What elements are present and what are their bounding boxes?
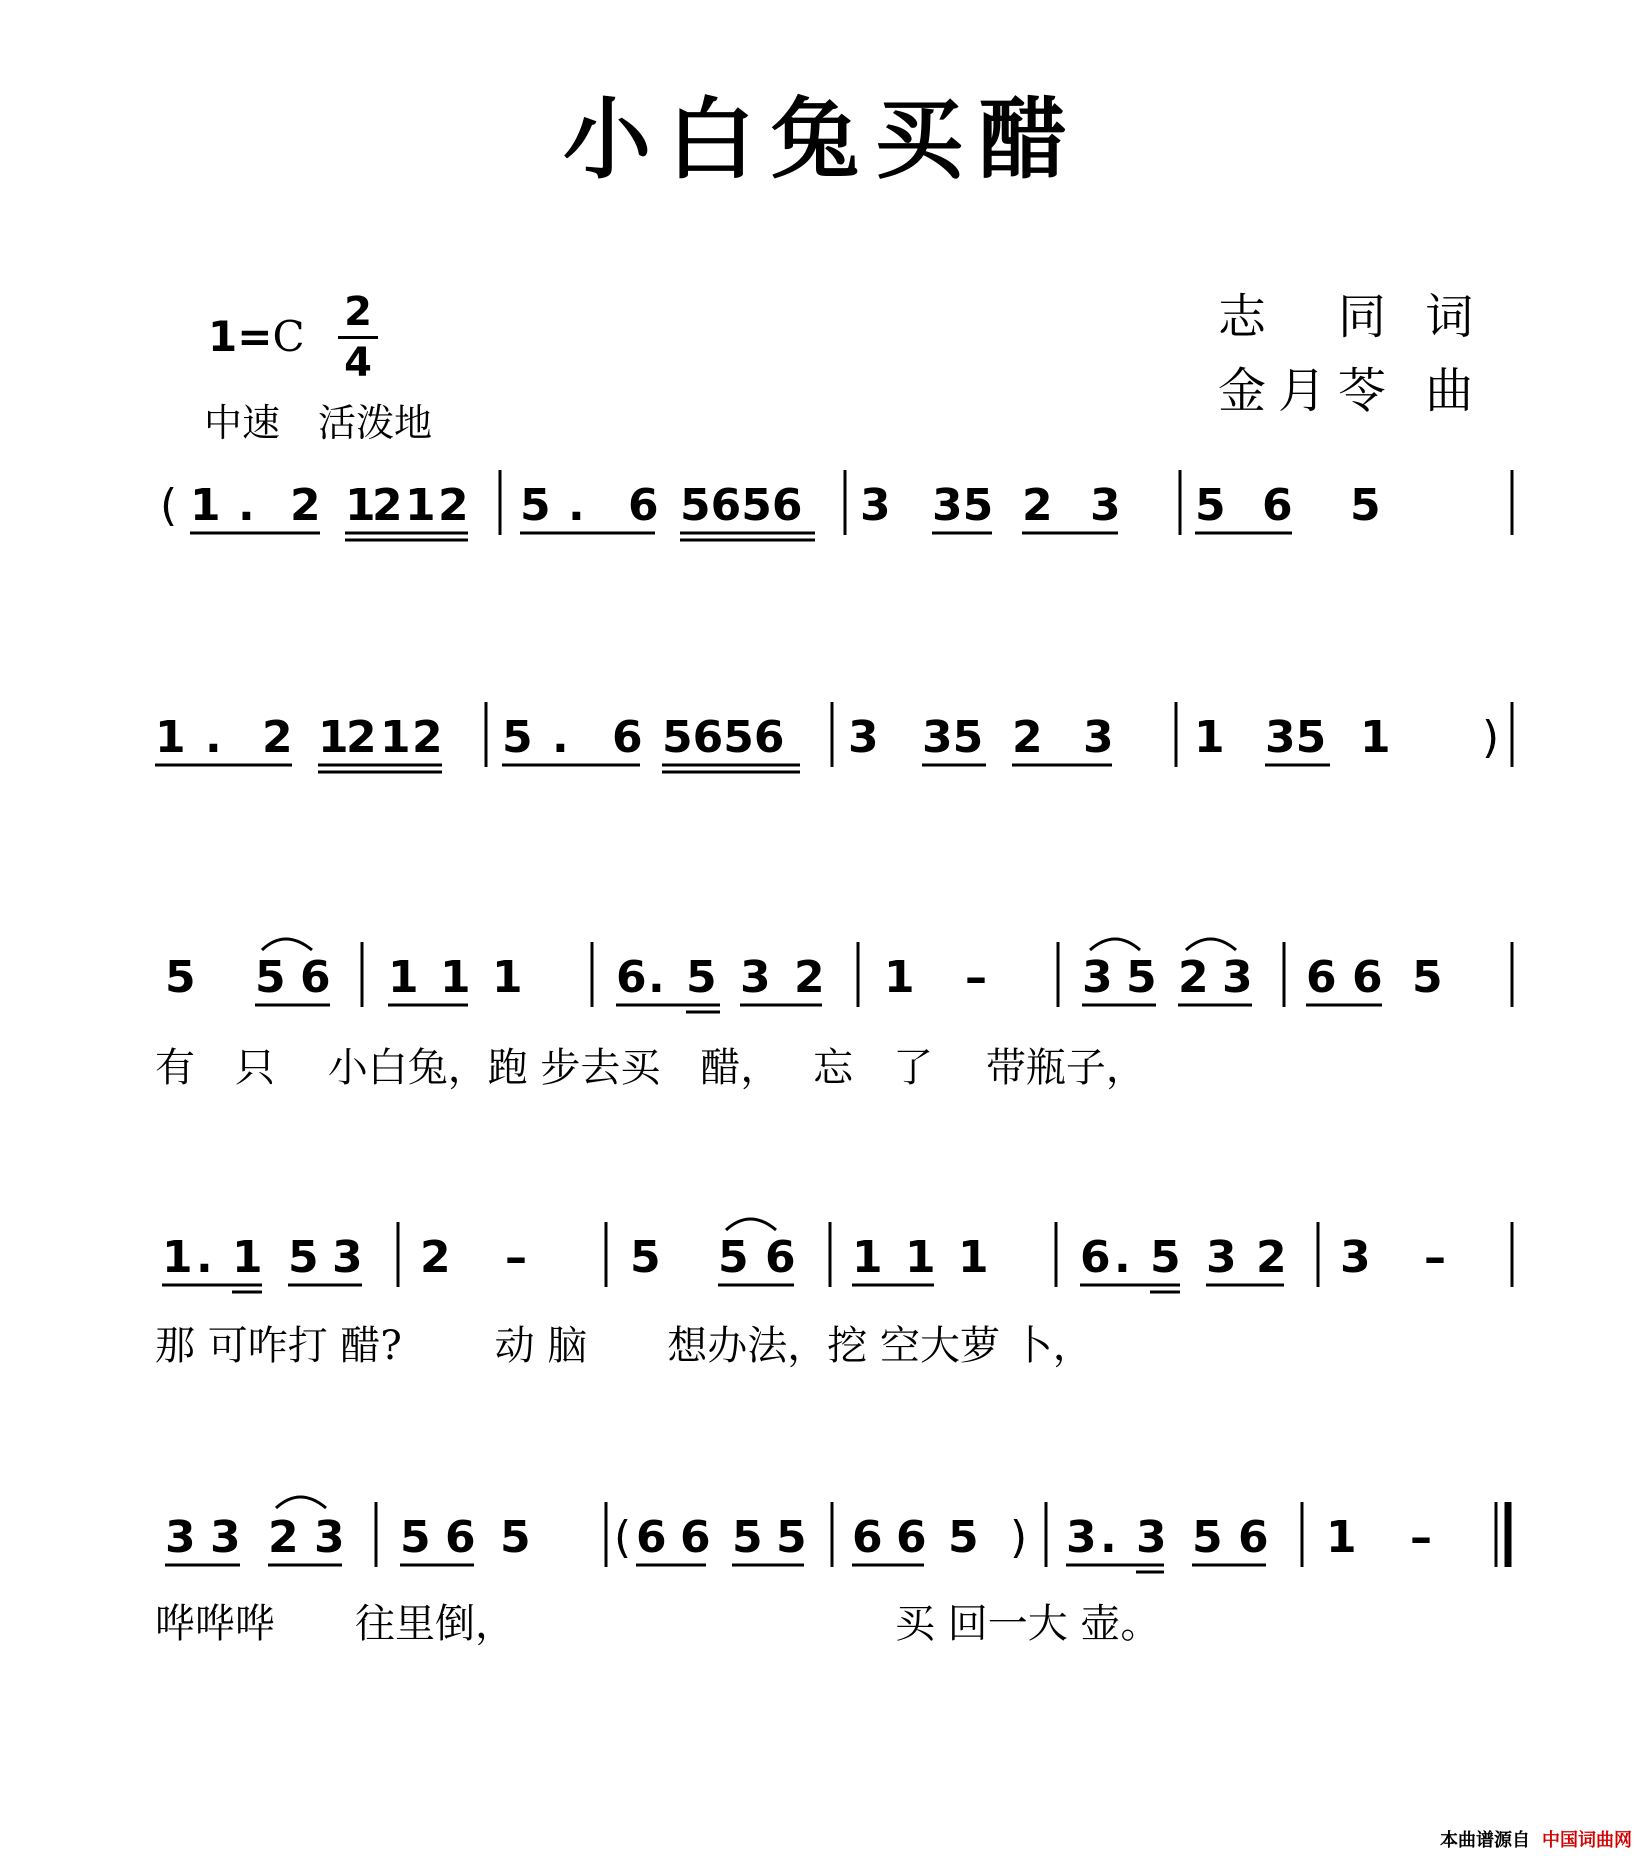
svg-text:5: 5: [288, 1232, 319, 1283]
svg-text:5: 5: [520, 480, 551, 531]
svg-text:1: 1: [388, 952, 419, 1003]
svg-text:6: 6: [1080, 1232, 1111, 1283]
svg-text:.: .: [552, 712, 569, 763]
notation-row-2: [155, 702, 1512, 772]
svg-text:3: 3: [740, 952, 771, 1003]
svg-text:2: 2: [290, 480, 321, 531]
svg-text:1: 1: [380, 712, 411, 763]
svg-text:–: –: [1410, 1512, 1432, 1563]
svg-text:.: .: [196, 1232, 213, 1283]
svg-text:5: 5: [502, 712, 533, 763]
svg-text:1: 1: [884, 952, 915, 1003]
svg-text:2: 2: [794, 952, 825, 1003]
svg-text:3: 3: [165, 1512, 196, 1560]
svg-text:2: 2: [438, 480, 469, 531]
svg-text:5: 5: [1192, 1512, 1223, 1563]
notation-row-4: [162, 1219, 1512, 1292]
svg-text:2: 2: [420, 1232, 451, 1283]
svg-text:1: 1: [155, 712, 186, 763]
svg-text:6: 6: [896, 1512, 927, 1563]
svg-text:–: –: [505, 1232, 527, 1283]
notation-row-1: [160, 470, 1512, 540]
svg-text:5: 5: [718, 1232, 749, 1283]
svg-text:3: 3: [1222, 952, 1253, 1003]
svg-text:3: 3: [1136, 1512, 1167, 1563]
svg-text:5: 5: [732, 1512, 763, 1563]
svg-text:2: 2: [268, 1512, 299, 1560]
svg-text:1: 1: [190, 480, 221, 531]
svg-text:5: 5: [776, 1512, 807, 1563]
svg-text:3: 3: [332, 1232, 363, 1283]
notation-row-3: [165, 939, 1512, 1012]
svg-text:5: 5: [686, 952, 717, 1003]
key-equals: =: [237, 312, 273, 361]
svg-text:3: 3: [1083, 712, 1114, 763]
tempo-marking: 中速 活泼地: [204, 401, 433, 445]
svg-text:.: .: [1114, 1232, 1131, 1283]
lyricist-credit: 志 同 词: [1218, 289, 1486, 345]
svg-text:6: 6: [1352, 952, 1383, 1003]
svg-text:3: 3: [210, 1512, 241, 1560]
svg-text:5: 5: [255, 952, 286, 1003]
svg-text:3: 3: [1066, 1512, 1097, 1563]
svg-text:6: 6: [1238, 1512, 1269, 1563]
svg-text:1: 1: [345, 480, 376, 531]
svg-text:1: 1: [232, 1232, 263, 1283]
svg-text:2: 2: [346, 712, 377, 763]
svg-text:1: 1: [440, 952, 471, 1003]
svg-text:3: 3: [860, 480, 891, 531]
svg-text:6: 6: [612, 712, 643, 763]
key-note: C: [272, 312, 305, 361]
svg-text:2: 2: [262, 712, 293, 763]
svg-text:6: 6: [1306, 952, 1337, 1003]
svg-text:3: 3: [314, 1512, 345, 1560]
svg-text:5: 5: [1350, 480, 1381, 531]
svg-text:5: 5: [1126, 952, 1157, 1003]
svg-text:5: 5: [500, 1512, 531, 1560]
svg-text:1: 1: [162, 1232, 193, 1283]
svg-text:5: 5: [1412, 952, 1443, 1003]
svg-text:2: 2: [1256, 1232, 1287, 1283]
lyric-line-2: 那 可咋打 醋? 动 脑 想办法，挖 空大萝 卜，: [155, 1323, 1093, 1369]
svg-text:6: 6: [636, 1512, 667, 1563]
svg-text:2: 2: [1178, 952, 1209, 1003]
svg-text:5: 5: [1150, 1232, 1181, 1283]
lyric-line-3: 哗哗哗 往里倒， 买 回一大 壶。: [155, 1601, 1161, 1647]
svg-text:6: 6: [445, 1512, 476, 1560]
svg-text:35: 35: [922, 712, 984, 763]
svg-text:5: 5: [165, 952, 196, 1003]
svg-text:2: 2: [1012, 712, 1043, 763]
svg-text:6: 6: [300, 952, 331, 1003]
svg-text:6: 6: [616, 952, 647, 1003]
svg-text:2: 2: [372, 480, 403, 531]
svg-text:1: 1: [958, 1232, 989, 1283]
svg-text:1: 1: [318, 712, 349, 763]
svg-text:1: 1: [905, 1232, 936, 1283]
svg-text:–: –: [965, 952, 987, 1003]
composer-credit: 金月苓 曲: [1218, 363, 1486, 419]
svg-text:.: .: [238, 480, 255, 531]
svg-text:1: 1: [1326, 1512, 1357, 1563]
song-title: 小白兔买醋: [562, 87, 1083, 191]
footer-site-link[interactable]: 中国词曲网: [1542, 1830, 1632, 1851]
svg-text:–: –: [1424, 1232, 1446, 1283]
svg-text:5: 5: [948, 1512, 979, 1563]
svg-text:5656: 5656: [662, 712, 785, 763]
svg-text:2: 2: [412, 712, 443, 763]
svg-text:): ): [1010, 1512, 1028, 1563]
svg-text:3: 3: [1090, 480, 1121, 531]
svg-text:3: 3: [1206, 1232, 1237, 1283]
svg-text:.: .: [648, 952, 665, 1003]
svg-text:3: 3: [848, 712, 879, 763]
svg-text:.: .: [205, 712, 222, 763]
svg-text:6: 6: [765, 1232, 796, 1283]
svg-text:35: 35: [932, 480, 994, 531]
svg-text:1: 1: [1194, 712, 1225, 763]
svg-text:(: (: [614, 1512, 632, 1563]
svg-text:5: 5: [400, 1512, 431, 1560]
svg-text:1: 1: [492, 952, 523, 1003]
svg-text:1: 1: [1360, 712, 1391, 763]
svg-text:1: 1: [852, 1232, 883, 1283]
svg-text:6: 6: [852, 1512, 883, 1563]
svg-text:6: 6: [680, 1512, 711, 1563]
lyric-line-1: 有 只 小白兔，跑 步去买 醋， 忘 了 带瓶子，: [155, 1045, 1146, 1091]
footer-source: 本曲谱源自: [1440, 1830, 1530, 1851]
key-one: 1: [208, 312, 238, 361]
svg-text:35: 35: [1265, 712, 1327, 763]
notation-row-5: [165, 1502, 531, 1560]
svg-text:.: .: [568, 480, 585, 531]
svg-text:1: 1: [405, 480, 436, 531]
svg-text:5: 5: [630, 1232, 661, 1283]
time-bottom: 4: [344, 340, 372, 386]
time-top: 2: [344, 289, 372, 335]
svg-text:3: 3: [1340, 1232, 1371, 1283]
source-footer: [1440, 1826, 1632, 1852]
svg-text:3: 3: [1082, 952, 1113, 1003]
svg-text:2: 2: [1022, 480, 1053, 531]
svg-text:5: 5: [1195, 480, 1226, 531]
svg-text:6: 6: [1262, 480, 1293, 531]
svg-text:6: 6: [628, 480, 659, 531]
svg-text:.: .: [1100, 1512, 1117, 1563]
svg-text:): ): [1482, 712, 1500, 763]
svg-text:5656: 5656: [680, 480, 803, 531]
svg-text:(: (: [160, 480, 178, 531]
